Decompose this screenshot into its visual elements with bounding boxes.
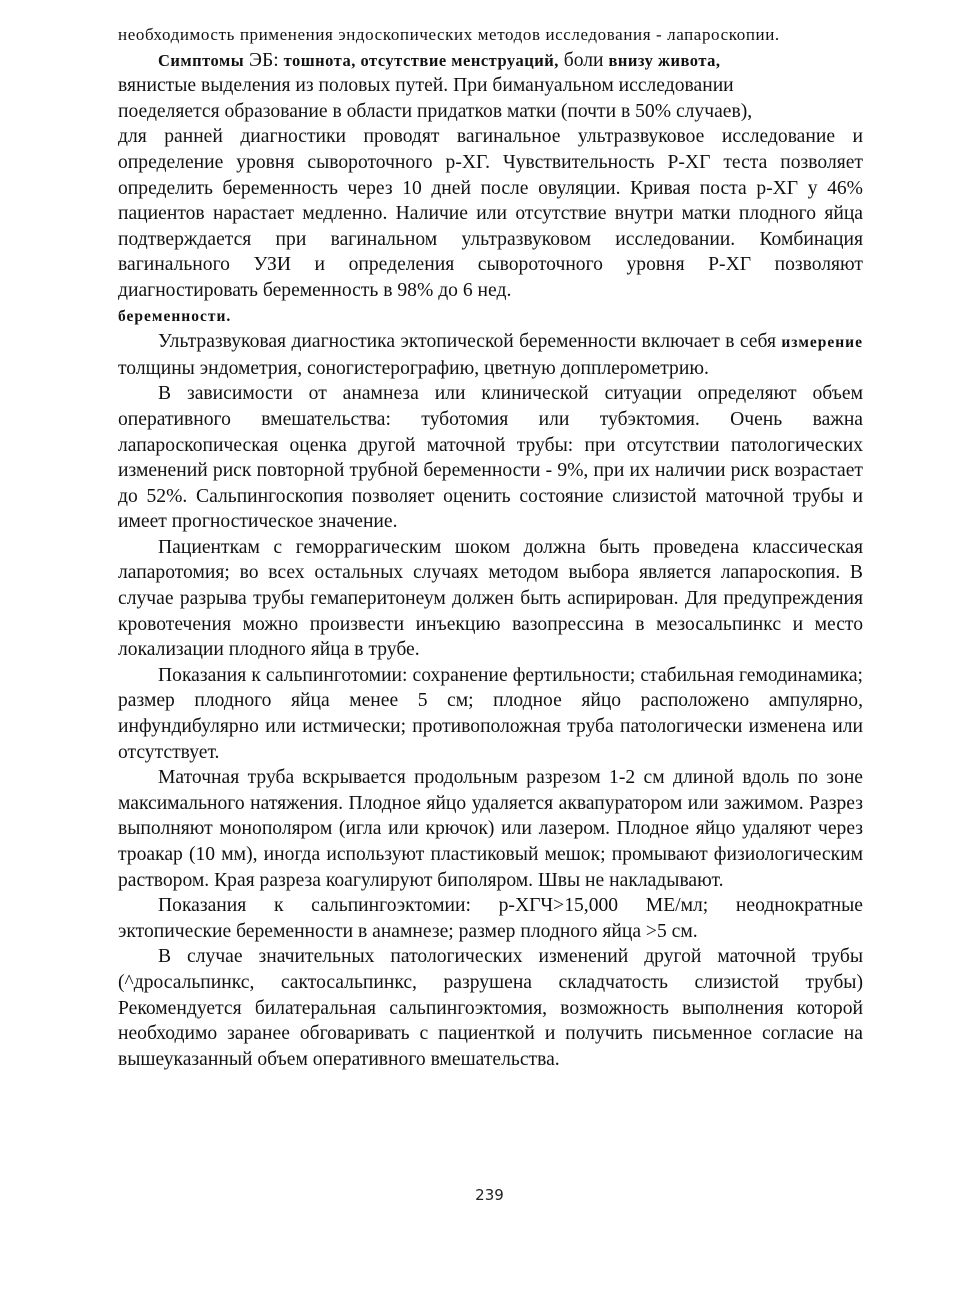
- paragraph-salpingotomy-technique: Маточная труба вскрывается продольным разрезом 1-2 см длиной вдоль по зоне максимального натяжения. Плодное яйцо удаляется аквапуратором или зажимом. Разрез выполняют монополяром (игла или крючок) или лазером. Плодное яйцо удаляют через троакар (10 мм), иногда используют пластиковый мешок; промывают физиологическим раствором. Края разреза коагулируют биполяром. Швы не накладывают.: [118, 767, 863, 891]
- symptoms-mid: боли: [558, 49, 609, 71]
- document-body: [118, 22, 863, 1072]
- symptoms-line-2: вянистые выделения из половых путей. При бимануальном исследовании: [118, 75, 734, 97]
- paragraph-bilateral-salpingectomy: В случае значительных патологических изменений другой маточной трубы (^дросальпинкс, сактосальпинкс, разрушена складчатость слизистой трубы) Рекомендуется билатеральная сальпингоэктомия, возможность выполнения которой необходимо заранее обговаривать с пациенткой и получить письменное согласие на вышеуказанный объем оперативного вмешательства.: [118, 946, 863, 1070]
- page-number: 239: [475, 1186, 504, 1204]
- paragraph-ultrasound: [118, 329, 863, 381]
- symptoms-bold-1: тошнота, отсутствие менструаций,: [283, 50, 559, 70]
- paragraph-salpingotomy-indications: Показания к сальпинготомии: сохранение фертильности; стабильная гемодинамика; размер плодного яйца менее 5 см; плодное яйцо расположено ампулярно, инфундибулярно или истмически; противоположная труба патологически изменена или отсутствует.: [118, 664, 863, 763]
- paragraph-salpingectomy-indications: Показания к сальпингоэктомии: р-ХГЧ>15,000 МЕ/мл; неоднократные эктопические беременности в анамнезе; размер плодного яйца >5 см.: [118, 895, 863, 942]
- paragraph-intro: необходимость применения эндоскопических методов исследования - лапароскопии.: [118, 25, 780, 44]
- symptoms-abbr: ЭБ:: [244, 49, 284, 71]
- paragraph-surgery-scope: В зависимости от анамнеза или клинической ситуации определяют объем оперативного вмешательства: туботомия или тубэктомия. Очень важна лапароскопическая оценка другой маточной трубы: при отсутствии патологических изменений риск повторной трубной беременности - 9%, при их наличии риск возрастает до 52%. Сальпингоскопия позволяет оценить состояние слизистой маточной трубы и имеет прогностическое значение.: [118, 383, 863, 533]
- paragraph-hemorrhagic-shock: Пациенткам с геморрагическим шоком должна быть проведена классическая лапаротомия; во всех остальных случаях методом выбора является лапароскопия. В случае разрыва трубы гемаперитонеум должен быть аспирирован. Для предупреждения кровотечения можно произвести инъекцию вазопрессина в мезосальпинкс и место локализации плодного яйца в трубе.: [118, 536, 863, 661]
- ultrasound-rest: толщины эндометрия, соногистерографию, цветную допплерометрию.: [118, 357, 709, 379]
- ultrasound-word: измерение: [781, 334, 863, 352]
- symptoms-tail: беременности.: [118, 307, 232, 325]
- symptoms-heading: Симптомы: [158, 50, 245, 70]
- paragraph-symptoms: [118, 48, 863, 74]
- ultrasound-start: Ультразвуковая диагностика эктопической беременности включает в себя: [158, 331, 776, 353]
- symptoms-bold-2: внизу живота,: [608, 50, 721, 70]
- symptoms-line-3: поеделяется образование в области придатков матки (почти в 50% случаев),: [118, 100, 753, 122]
- symptoms-body: для ранней диагностики проводят вагинальное ультразвуковое исследование и определение уровня сывороточного р-ХГ. Чувствительность Р-ХГ теста позволяет определить беременность через 10 дней после овуляции. Кривая поста р-ХГ у 46% пациентов нарастает медленно. Наличие или отсутствие внутри матки плодного яйца подтверждается при вагинальном ультразвуковом исследовании. Комбинация вагинального УЗИ и определения сывороточного уровня Р-ХГ позволяют диагностировать беременность в 98% до 6 нед.: [118, 126, 863, 301]
